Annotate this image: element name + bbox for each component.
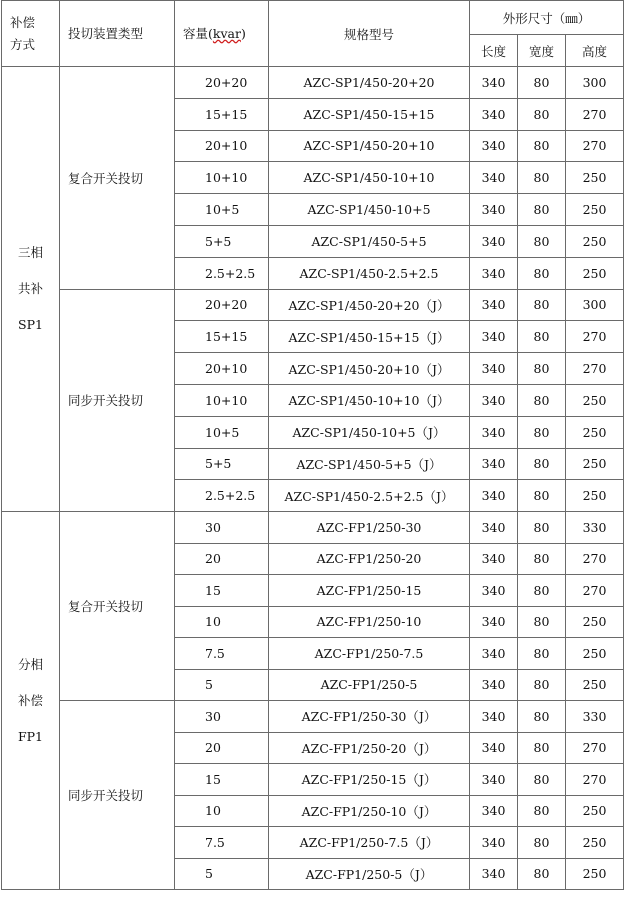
- height-cell: 330: [566, 512, 624, 544]
- model-cell: AZC-FP1/250-5（J）: [269, 858, 470, 890]
- capacity-cell: 15+15: [175, 98, 269, 130]
- capacity-cell: 10+10: [175, 162, 269, 194]
- width-cell: 80: [518, 257, 566, 289]
- width-cell: 80: [518, 225, 566, 257]
- length-cell: 340: [470, 638, 518, 670]
- length-cell: 340: [470, 98, 518, 130]
- capacity-cell: 20+10: [175, 130, 269, 162]
- width-cell: 80: [518, 606, 566, 638]
- width-cell: 80: [518, 130, 566, 162]
- height-cell: 250: [566, 384, 624, 416]
- width-cell: 80: [518, 795, 566, 827]
- table-row: [2, 701, 624, 733]
- height-cell: 250: [566, 480, 624, 512]
- length-cell: 340: [470, 194, 518, 226]
- capacity-cell: 20+20: [175, 289, 269, 321]
- model-cell: AZC-SP1/450-15+15（J）: [269, 321, 470, 353]
- length-cell: 340: [470, 289, 518, 321]
- height-cell: 270: [566, 98, 624, 130]
- capacity-cell: 5: [175, 669, 269, 701]
- capacity-unit: kvar: [212, 25, 241, 41]
- capacity-cell: 15: [175, 764, 269, 796]
- width-cell: 80: [518, 764, 566, 796]
- table-body: [2, 67, 624, 890]
- model-cell: AZC-FP1/250-15（J）: [269, 764, 470, 796]
- capacity-cell: 20: [175, 732, 269, 764]
- model-cell: AZC-SP1/450-10+5: [269, 194, 470, 226]
- model-cell: AZC-SP1/450-10+5（J）: [269, 416, 470, 448]
- height-cell: 300: [566, 289, 624, 321]
- width-cell: 80: [518, 858, 566, 890]
- table-header: [2, 1, 624, 67]
- width-cell: 80: [518, 98, 566, 130]
- capacity-cell: 20+20: [175, 67, 269, 99]
- header-height: 高度: [566, 35, 624, 67]
- header-dimensions: 外形尺寸（㎜）: [470, 1, 624, 35]
- height-cell: 250: [566, 795, 624, 827]
- height-cell: 270: [566, 353, 624, 385]
- width-cell: 80: [518, 638, 566, 670]
- width-cell: 80: [518, 353, 566, 385]
- length-cell: 340: [470, 606, 518, 638]
- height-cell: 270: [566, 130, 624, 162]
- switch-type-cell: 复合开关投切: [60, 67, 175, 290]
- height-cell: 330: [566, 701, 624, 733]
- model-cell: AZC-SP1/450-5+5（J）: [269, 448, 470, 480]
- capacity-cell: 5+5: [175, 448, 269, 480]
- header-width: 宽度: [518, 35, 566, 67]
- width-cell: 80: [518, 416, 566, 448]
- capacity-cell: 30: [175, 512, 269, 544]
- length-cell: 340: [470, 669, 518, 701]
- model-cell: AZC-FP1/250-30（J）: [269, 701, 470, 733]
- width-cell: 80: [518, 480, 566, 512]
- capacity-cell: 10: [175, 606, 269, 638]
- table-row: [2, 67, 624, 99]
- length-cell: 340: [470, 732, 518, 764]
- model-cell: AZC-SP1/450-2.5+2.5（J）: [269, 480, 470, 512]
- capacity-cell: 5+5: [175, 225, 269, 257]
- table-row: [2, 512, 624, 544]
- header-capacity: 容量(kvar): [175, 1, 269, 67]
- width-cell: 80: [518, 384, 566, 416]
- header-switch-type: 投切装置类型: [60, 1, 175, 67]
- capacity-cell: 7.5: [175, 827, 269, 859]
- length-cell: 340: [470, 130, 518, 162]
- capacity-cell: 5: [175, 858, 269, 890]
- length-cell: 340: [470, 480, 518, 512]
- model-cell: AZC-SP1/450-10+10（J）: [269, 384, 470, 416]
- height-cell: 250: [566, 416, 624, 448]
- capacity-cell: 10+5: [175, 194, 269, 226]
- capacity-cell: 20+10: [175, 353, 269, 385]
- height-cell: 250: [566, 827, 624, 859]
- length-cell: 340: [470, 321, 518, 353]
- length-cell: 340: [470, 162, 518, 194]
- capacity-cell: 15+15: [175, 321, 269, 353]
- width-cell: 80: [518, 701, 566, 733]
- capacity-cell: 10: [175, 795, 269, 827]
- length-cell: 340: [470, 543, 518, 575]
- height-cell: 250: [566, 225, 624, 257]
- width-cell: 80: [518, 194, 566, 226]
- length-cell: 340: [470, 827, 518, 859]
- spec-table: [1, 0, 624, 890]
- model-cell: AZC-FP1/250-15: [269, 575, 470, 607]
- model-cell: AZC-FP1/250-7.5: [269, 638, 470, 670]
- model-cell: AZC-FP1/250-20（J）: [269, 732, 470, 764]
- model-cell: AZC-SP1/450-10+10: [269, 162, 470, 194]
- width-cell: 80: [518, 575, 566, 607]
- header-length: 长度: [470, 35, 518, 67]
- width-cell: 80: [518, 732, 566, 764]
- header-model: 规格型号: [269, 1, 470, 67]
- length-cell: 340: [470, 701, 518, 733]
- length-cell: 340: [470, 764, 518, 796]
- model-cell: AZC-SP1/450-20+10（J）: [269, 353, 470, 385]
- model-cell: AZC-SP1/450-20+20（J）: [269, 289, 470, 321]
- capacity-cell: 10+10: [175, 384, 269, 416]
- length-cell: 340: [470, 416, 518, 448]
- capacity-cell: 30: [175, 701, 269, 733]
- height-cell: 270: [566, 732, 624, 764]
- capacity-cell: 2.5+2.5: [175, 480, 269, 512]
- length-cell: 340: [470, 795, 518, 827]
- capacity-cell: 7.5: [175, 638, 269, 670]
- model-cell: AZC-SP1/450-2.5+2.5: [269, 257, 470, 289]
- capacity-cell: 20: [175, 543, 269, 575]
- compensation-mode-cell: 分相 补偿 FP1: [2, 512, 60, 890]
- length-cell: 340: [470, 353, 518, 385]
- width-cell: 80: [518, 67, 566, 99]
- height-cell: 300: [566, 67, 624, 99]
- model-cell: AZC-SP1/450-5+5: [269, 225, 470, 257]
- height-cell: 270: [566, 575, 624, 607]
- model-cell: AZC-FP1/250-5: [269, 669, 470, 701]
- switch-type-cell: 复合开关投切: [60, 512, 175, 701]
- length-cell: 340: [470, 257, 518, 289]
- model-cell: AZC-FP1/250-10: [269, 606, 470, 638]
- model-cell: AZC-SP1/450-20+20: [269, 67, 470, 99]
- height-cell: 250: [566, 638, 624, 670]
- compensation-mode-cell: 三相 共补 SP1: [2, 67, 60, 512]
- width-cell: 80: [518, 162, 566, 194]
- capacity-cell: 10+5: [175, 416, 269, 448]
- model-cell: AZC-FP1/250-20: [269, 543, 470, 575]
- width-cell: 80: [518, 827, 566, 859]
- height-cell: 250: [566, 669, 624, 701]
- length-cell: 340: [470, 512, 518, 544]
- model-cell: AZC-FP1/250-7.5（J）: [269, 827, 470, 859]
- height-cell: 270: [566, 321, 624, 353]
- height-cell: 250: [566, 606, 624, 638]
- height-cell: 250: [566, 448, 624, 480]
- header-compensation-mode: 补偿 方式: [2, 1, 60, 67]
- height-cell: 270: [566, 764, 624, 796]
- length-cell: 340: [470, 67, 518, 99]
- width-cell: 80: [518, 669, 566, 701]
- height-cell: 250: [566, 162, 624, 194]
- switch-type-cell: 同步开关投切: [60, 701, 175, 890]
- model-cell: AZC-SP1/450-20+10: [269, 130, 470, 162]
- height-cell: 250: [566, 194, 624, 226]
- capacity-cell: 2.5+2.5: [175, 257, 269, 289]
- height-cell: 250: [566, 858, 624, 890]
- length-cell: 340: [470, 575, 518, 607]
- width-cell: 80: [518, 543, 566, 575]
- width-cell: 80: [518, 448, 566, 480]
- width-cell: 80: [518, 321, 566, 353]
- length-cell: 340: [470, 448, 518, 480]
- height-cell: 250: [566, 257, 624, 289]
- length-cell: 340: [470, 858, 518, 890]
- switch-type-cell: 同步开关投切: [60, 289, 175, 512]
- model-cell: AZC-SP1/450-15+15: [269, 98, 470, 130]
- capacity-cell: 15: [175, 575, 269, 607]
- length-cell: 340: [470, 225, 518, 257]
- width-cell: 80: [518, 289, 566, 321]
- model-cell: AZC-FP1/250-10（J）: [269, 795, 470, 827]
- height-cell: 270: [566, 543, 624, 575]
- model-cell: AZC-FP1/250-30: [269, 512, 470, 544]
- length-cell: 340: [470, 384, 518, 416]
- table-row: [2, 289, 624, 321]
- width-cell: 80: [518, 512, 566, 544]
